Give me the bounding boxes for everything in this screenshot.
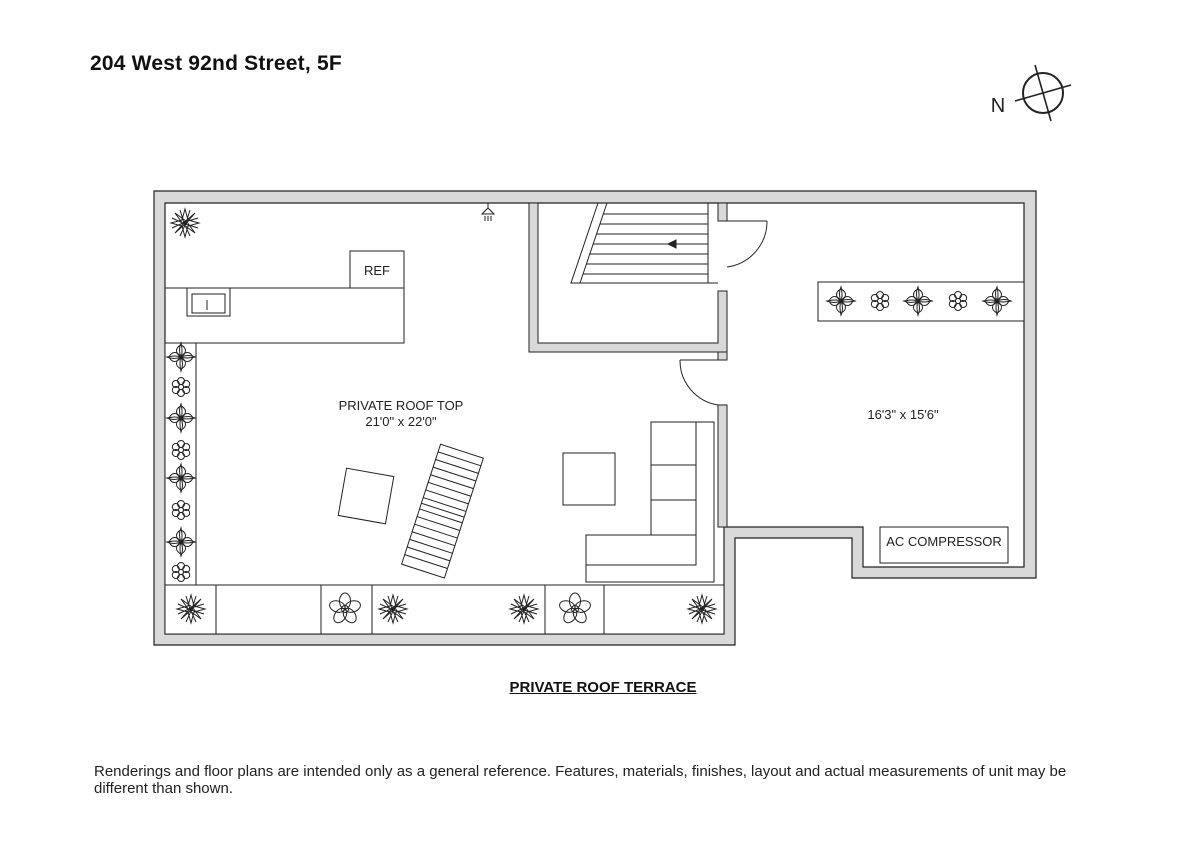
stair-enclosure-wall [529,203,727,352]
west-planter [165,343,196,585]
disclaimer-text: Renderings and floor plans are intended only as a general reference. Features, materials, finishes, layout and actual measurements of unit may be different than shown. [94,763,1067,797]
stair-door [727,221,767,267]
partition-wall-upper [718,203,727,221]
ottoman [563,453,615,505]
plan-caption-text: PRIVATE ROOF TERRACE [509,679,697,696]
east-planter [818,282,1024,321]
plan-caption [0,679,1200,696]
ref-label: REF [364,263,390,278]
partition-wall-mid [718,352,727,360]
ac-compressor-label: AC COMPRESSOR [886,534,1002,549]
partition-wall-lower [718,405,727,527]
shower-icon [482,203,494,221]
roof-top-name: PRIVATE ROOF TOP [338,398,464,413]
compass-label: N [990,95,1006,117]
page-title: 204 West 92nd Street, 5F [90,52,342,75]
compass-north-icon [1015,65,1071,121]
east-area-dimensions: 16'3" x 15'6" [867,407,939,422]
roof-top-dimensions: 21'0" x 22'0" [365,414,437,429]
south-planter [165,585,724,634]
side-table [338,468,394,524]
staircase [571,203,718,283]
terrace-door [680,360,718,405]
lounge-chair [402,444,484,578]
corner-plant-icon [171,209,199,237]
